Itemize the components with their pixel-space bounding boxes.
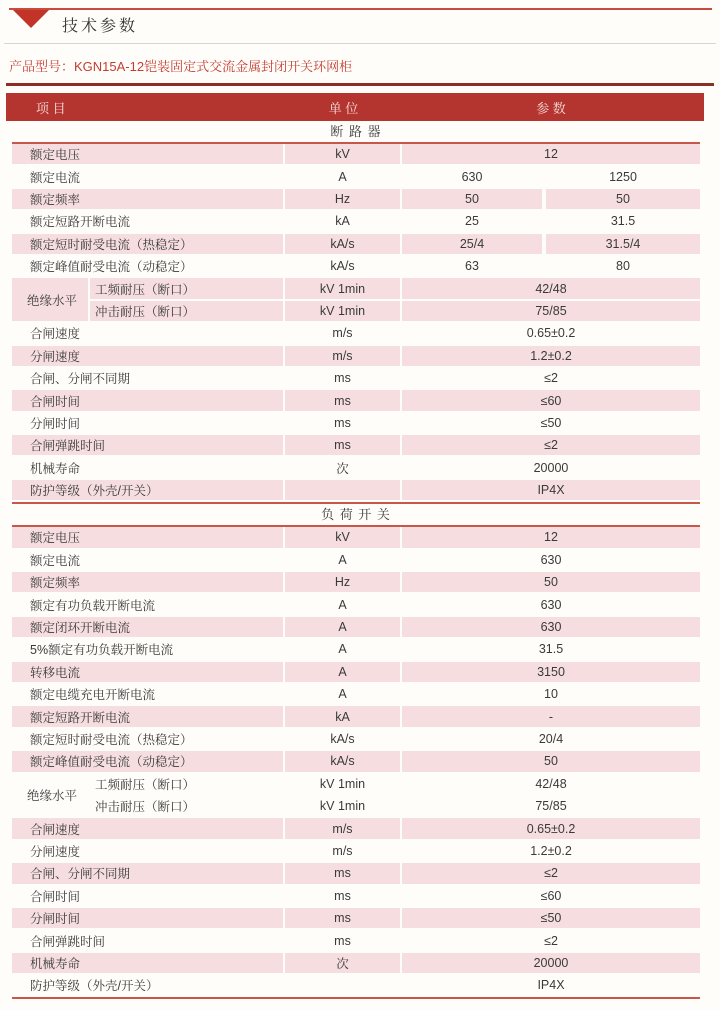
row-label: 机械寿命 xyxy=(12,953,283,973)
row-label: 合闸速度 xyxy=(30,327,81,342)
row-value: 630 xyxy=(540,597,562,612)
table-row xyxy=(12,841,700,861)
table-row xyxy=(12,863,700,883)
table-row xyxy=(12,594,700,614)
row-value: 10 xyxy=(544,687,558,702)
row-label: 分闸时间 xyxy=(12,908,283,928)
group-label: 绝缘水平 xyxy=(27,788,78,803)
table-row xyxy=(12,323,700,343)
row-value: ≤50 xyxy=(540,415,562,430)
row-value: IP4X xyxy=(537,978,565,993)
row-value: 50 xyxy=(402,189,542,209)
row-value: 63 xyxy=(465,259,479,274)
table-row xyxy=(12,706,700,726)
row-unit xyxy=(285,480,400,500)
row-unit: A xyxy=(338,642,347,657)
row-value: 0.65±0.2 xyxy=(402,818,700,838)
section-title: 负 荷 开 关 xyxy=(321,507,391,523)
row-value: 630 xyxy=(540,552,562,567)
group-subrows xyxy=(90,278,700,321)
page-heading xyxy=(0,10,720,34)
row-sublabel: 冲击耐压（断口） xyxy=(90,301,283,321)
row-unit: kA xyxy=(285,706,400,726)
table-row xyxy=(12,572,700,592)
row-unit: Hz xyxy=(285,189,400,209)
table-top-line xyxy=(6,83,714,86)
row-value: ≤2 xyxy=(402,863,700,883)
table-row xyxy=(12,413,700,433)
row-value: IP4X xyxy=(402,480,700,500)
row-value: ≤2 xyxy=(544,933,558,948)
row-unit: kA/s xyxy=(285,751,400,771)
row-label: 额定短时耐受电流（热稳定） xyxy=(30,732,193,747)
table-row xyxy=(12,908,700,928)
row-unit: ms xyxy=(285,435,400,455)
table-row xyxy=(12,144,700,164)
row-value: ≤2 xyxy=(544,371,558,386)
row-unit: kV 1min xyxy=(319,799,366,814)
row-unit: ms xyxy=(285,863,400,883)
row-unit: m/s xyxy=(285,818,400,838)
section-divider-line xyxy=(12,997,700,999)
table-row xyxy=(12,818,700,838)
table-row xyxy=(12,886,700,906)
row-value: 630 xyxy=(402,617,700,637)
row-unit: A xyxy=(338,597,347,612)
table-row xyxy=(12,368,700,388)
row-unit: ms xyxy=(285,390,400,410)
row-unit: m/s xyxy=(332,326,353,341)
row-value: 630 xyxy=(461,169,483,184)
table-row xyxy=(12,527,700,547)
row-unit: ms xyxy=(334,371,351,386)
row-unit: Hz xyxy=(285,572,400,592)
row-value: 50 xyxy=(402,572,700,592)
row-unit: ms xyxy=(285,908,400,928)
row-value: 31.5/4 xyxy=(546,234,700,254)
row-label: 合闸速度 xyxy=(12,818,283,838)
row-unit: kV xyxy=(285,527,400,547)
row-value: 0.65±0.2 xyxy=(526,326,576,341)
page-title: 技术参数 xyxy=(62,18,139,35)
row-value: 75/85 xyxy=(402,301,700,321)
row-label: 额定短路开断电流 xyxy=(12,706,283,726)
table-row xyxy=(12,662,700,682)
row-value: 12 xyxy=(402,527,700,547)
table-row-group xyxy=(12,278,700,321)
row-label: 额定电压 xyxy=(12,144,283,164)
table-row xyxy=(12,480,700,500)
row-value: 42/48 xyxy=(402,278,700,298)
row-value: 20000 xyxy=(533,460,569,475)
row-label: 转移电流 xyxy=(12,662,283,682)
row-unit: 次 xyxy=(285,953,400,973)
row-value: 25 xyxy=(465,214,479,229)
table-subrow xyxy=(90,301,700,321)
row-label: 合闸弹跳时间 xyxy=(12,435,283,455)
row-label: 额定峰值耐受电流（动稳定） xyxy=(12,751,283,771)
row-value: ≤50 xyxy=(402,908,700,928)
table-row xyxy=(12,390,700,410)
row-label: 合闸、分闸不同期 xyxy=(30,372,131,387)
table-header-item: 项 目 xyxy=(36,100,66,116)
row-label: 额定电流 xyxy=(30,170,81,185)
row-label: 机械寿命 xyxy=(30,461,81,476)
row-unit: 次 xyxy=(336,461,349,476)
table-row xyxy=(12,189,700,209)
table-header-unit: 单 位 xyxy=(328,100,359,116)
row-label: 合闸、分闸不同期 xyxy=(12,863,283,883)
row-value: 3150 xyxy=(402,662,700,682)
table-row xyxy=(12,256,700,276)
row-value: 12 xyxy=(402,144,700,164)
row-label: 额定短路开断电流 xyxy=(30,215,131,230)
row-value: 1.2±0.2 xyxy=(402,346,700,366)
row-label: 分闸时间 xyxy=(30,416,81,431)
row-label: 分闸速度 xyxy=(30,844,81,859)
row-unit: kA xyxy=(335,214,350,229)
row-value: 25/4 xyxy=(402,234,542,254)
row-value: 20000 xyxy=(402,953,700,973)
row-unit: A xyxy=(285,662,400,682)
table-header xyxy=(6,93,704,121)
row-sublabel: 冲击耐压（断口） xyxy=(95,800,196,815)
row-label: 分闸速度 xyxy=(12,346,283,366)
row-unit: kV 1min xyxy=(319,776,366,791)
row-label: 合闸时间 xyxy=(12,390,283,410)
row-label: 合闸时间 xyxy=(30,889,81,904)
table-row xyxy=(12,234,700,254)
table-subrow xyxy=(90,278,700,298)
technical-parameters-page xyxy=(0,8,720,1010)
row-value: - xyxy=(402,706,700,726)
row-unit: A xyxy=(285,617,400,637)
table-row xyxy=(12,975,700,995)
row-unit: ms xyxy=(334,415,351,430)
group-subrows xyxy=(90,774,700,817)
table-row xyxy=(12,211,700,231)
row-unit: kA/s xyxy=(330,259,355,274)
table-subrow xyxy=(90,796,700,816)
table-row xyxy=(12,346,700,366)
row-unit: kA/s xyxy=(285,234,400,254)
row-value: 75/85 xyxy=(535,799,567,814)
row-label: 额定电流 xyxy=(30,553,81,568)
row-unit: m/s xyxy=(285,346,400,366)
row-sublabel: 工频耐压（断口） xyxy=(95,777,196,792)
row-sublabel: 工频耐压（断口） xyxy=(90,278,283,298)
row-unit xyxy=(285,975,400,995)
row-label: 合闸弹跳时间 xyxy=(30,934,106,949)
row-value: 42/48 xyxy=(535,776,567,791)
row-label: 额定有功负载开断电流 xyxy=(30,598,156,613)
row-label: 额定频率 xyxy=(12,572,283,592)
row-label: 额定短时耐受电流（热稳定） xyxy=(12,234,283,254)
table-row xyxy=(12,617,700,637)
table-body xyxy=(12,121,700,999)
row-label: 防护等级（外壳/开关） xyxy=(12,480,283,500)
table-row xyxy=(12,166,700,186)
row-label: 额定电压 xyxy=(12,527,283,547)
row-value: ≤60 xyxy=(540,888,562,903)
table-row xyxy=(12,457,700,477)
row-label: 额定峰值耐受电流（动稳定） xyxy=(30,260,193,275)
row-value: 1.2±0.2 xyxy=(530,843,572,858)
row-unit: A xyxy=(338,169,347,184)
table-row xyxy=(12,729,700,749)
row-label: 额定频率 xyxy=(12,189,283,209)
row-unit: m/s xyxy=(332,843,353,858)
row-unit: ms xyxy=(334,888,351,903)
row-unit: kV xyxy=(285,144,400,164)
row-value: ≤60 xyxy=(402,390,700,410)
down-triangle-icon xyxy=(13,10,49,28)
row-unit: ms xyxy=(334,933,351,948)
row-unit: A xyxy=(338,552,347,567)
product-model: 产品型号：KGN15A-12铠装固定式交流金属封闭开关环网柜 xyxy=(9,59,353,74)
row-unit: kV 1min xyxy=(285,301,400,321)
row-unit: A xyxy=(338,687,347,702)
table-row xyxy=(12,930,700,950)
table-row xyxy=(12,684,700,704)
row-label: 防护等级（外壳/开关） xyxy=(30,979,159,994)
row-value: 50 xyxy=(402,751,700,771)
row-label: 额定闭环开断电流 xyxy=(12,617,283,637)
row-label: 额定电缆充电开断电流 xyxy=(30,688,156,703)
row-unit: kV 1min xyxy=(285,278,400,298)
row-value: 31.5 xyxy=(538,642,564,657)
table-row-group xyxy=(12,774,700,817)
row-value: 31.5 xyxy=(610,214,636,229)
table-subrow xyxy=(90,774,700,794)
table-row xyxy=(12,953,700,973)
row-value: 20/4 xyxy=(538,731,564,746)
row-value: 1250 xyxy=(609,169,637,184)
section-title: 断 路 器 xyxy=(330,124,382,139)
row-value: 50 xyxy=(546,189,700,209)
row-label: 5%额定有功负载开断电流 xyxy=(30,643,174,658)
group-label: 绝缘水平 xyxy=(12,278,88,321)
row-value: 80 xyxy=(616,259,630,274)
row-unit: kA/s xyxy=(330,731,355,746)
table-header-param: 参 数 xyxy=(536,100,566,116)
table-row xyxy=(12,639,700,659)
heading-underline xyxy=(4,43,716,44)
table-row xyxy=(12,435,700,455)
row-value: ≤2 xyxy=(402,435,700,455)
table-row xyxy=(12,550,700,570)
table-row xyxy=(12,751,700,771)
